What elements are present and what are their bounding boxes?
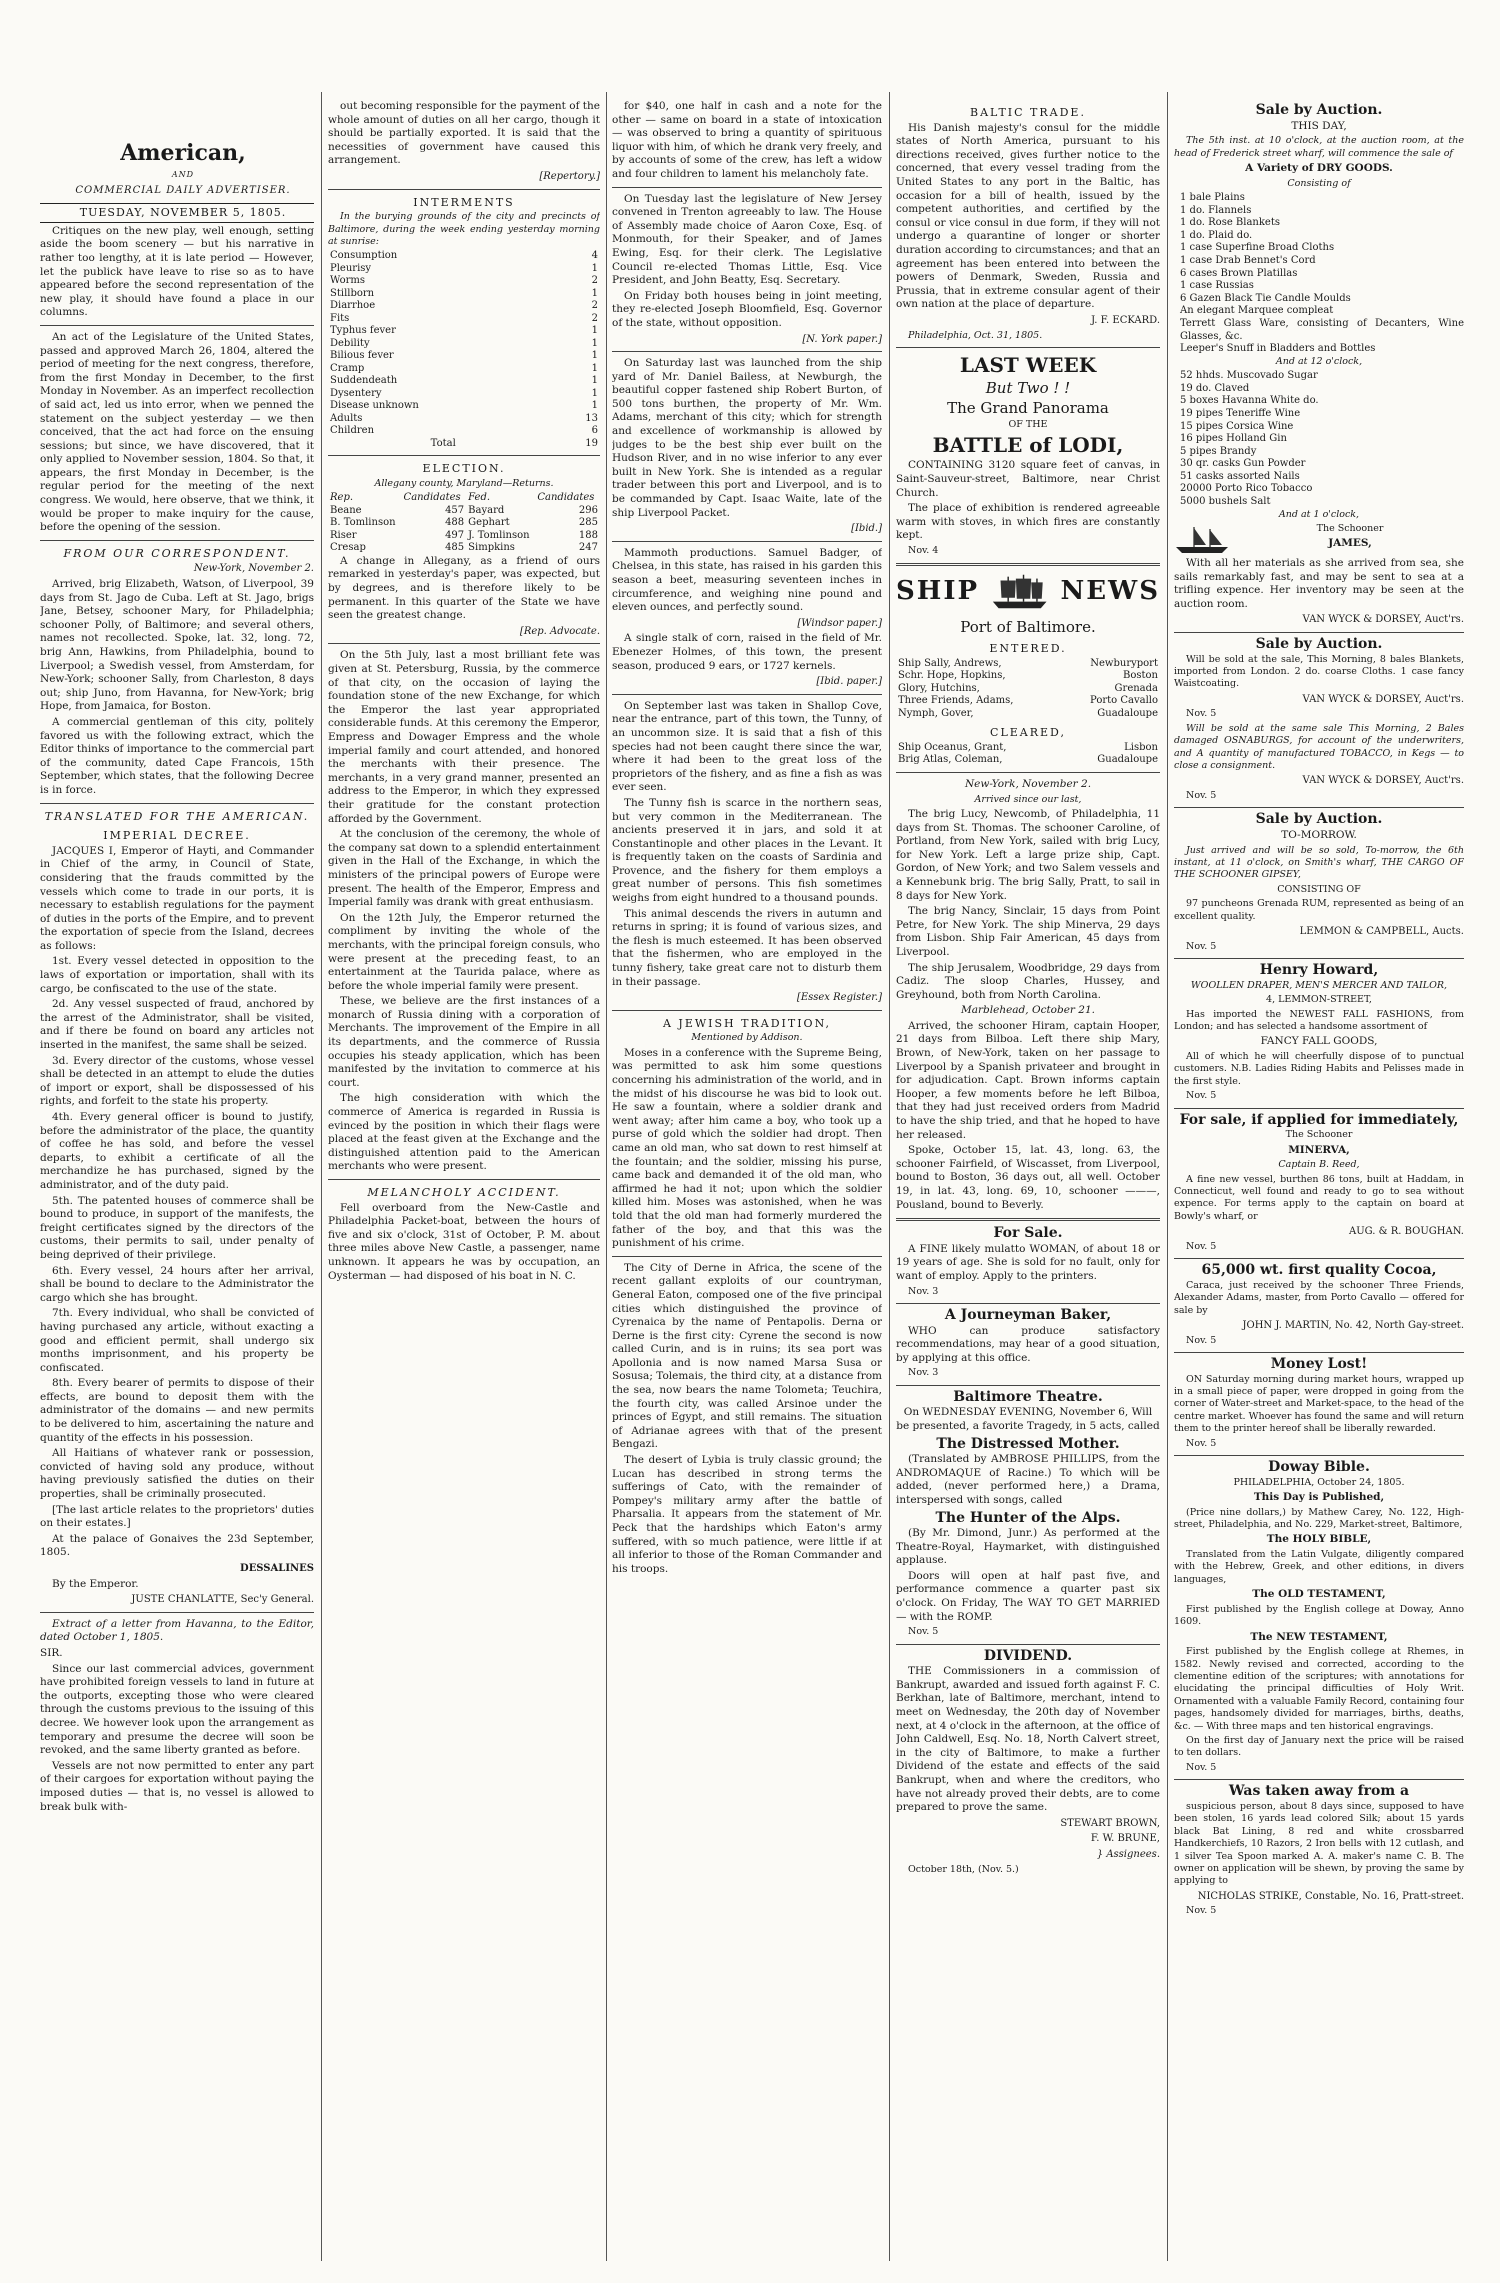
- ad-headline: Sale by Auction.: [1255, 811, 1383, 828]
- ad-text: Has imported the NEWEST FALL FASHIONS, from London; and has selected a handsome assortment of: [1174, 1008, 1464, 1032]
- table-row: Children 6: [330, 425, 598, 437]
- divider: [1174, 1352, 1464, 1353]
- divider: [612, 1256, 882, 1257]
- article-paragraph: Moses in a conference with the Supreme Being, was permitted to ask him some questions concerning his administration of the world, and in the midst of his discourse he was bid to look out. He saw a fountain, where a soldier drank and went away; after him came a boy, who took up a purse of gold which the soldier had dropt. Then came an old man, who sat down to rest himself at the fountain; and the soldier, missing his purse, came back and demanded it of the old man, who affirmed he had it not; upon which the soldier killed him. Moses was astonished, when he was told that the old man had formerly murdered the father of the boy, and that this was the punishment of his crime.: [612, 1046, 882, 1250]
- section-heading: Extract of a letter from Havanna, to the Editor, dated October 1, 1805.: [40, 1617, 314, 1644]
- column-1: [40, 140, 314, 2255]
- ad-date: Nov. 5: [1186, 1905, 1217, 1917]
- column-3: [612, 100, 882, 2255]
- vessel-name: MINERVA,: [1288, 1143, 1350, 1156]
- section-heading: BALTIC TRADE.: [970, 106, 1086, 119]
- article-paragraph: On the 5th July, last a most brilliant fete was given at St. Petersburg, Russia, by the commerce of that city, on the occasion of laying the foundation stone of the new Exchange, for which the Emperor the last year appropriated considerable funds. At this ceremony the Emperor, Empress and Dowager Empress and the whole imperial family and court attended, and honored the merchants with their presence. The merchants, in a very grand manner, presented an address to the Emperor, in which they expressed their gratitude for the constant protection afforded by the Government.: [328, 649, 600, 825]
- decree-by: By the Emperor.: [52, 1577, 139, 1590]
- signature: } Assignees.: [1096, 1848, 1160, 1860]
- ad-date: Nov. 5: [908, 1626, 939, 1638]
- source-credit: [Essex Register.]: [796, 992, 882, 1004]
- section-heading: IMPERIAL DECREE.: [103, 829, 251, 843]
- divider: [40, 803, 314, 804]
- signature: STEWART BROWN,: [1060, 1817, 1160, 1829]
- article-paragraph: The brig Lucy, Newcomb, of Philadelphia, 11 days from St. Thomas. The schooner Caroline, of Portland, from New York, sailed with brig Lucy, for New York. Left a large prize ship, Capt. Gordon, of New York; and two Salem vessels and a Kennebunk brig. The brig Sally, Pratt, to sail in 8 days for New York.: [896, 807, 1160, 902]
- table-row: Disease unknown 1: [330, 400, 598, 412]
- ad-text: CONTAINING 3120 square feet of canvas, in Saint-Sauveur-street, Baltimore, near Christ Church.: [896, 459, 1160, 499]
- section-heading: TRANSLATED FOR THE AMERICAN.: [44, 809, 310, 823]
- masthead-title: American,: [120, 140, 246, 166]
- section-heading: CLEARED,: [990, 726, 1066, 740]
- article-paragraph: His Danish majesty's consul for the middle states of North America, pursuant to his directions received, gives further notice to the concerned, that every vessel trading from the United States to any port in the Baltic, has occasion for a bill of health, issued by the competent authorities, and certified by the consul or vice consul in due form, if they will not undergo a quarantine of longer or shorter duration according to circumstances; and that an agreement has been entered into between the powers of Denmark, Sweden, Russia and Prussia, that in extreme consular agent of their own nation at the place of departure.: [896, 121, 1160, 311]
- article-paragraph: The high consideration with which the commerce of America is regarded in Russia is evinced by the position in which their flags were placed at the feast given at the Exchange and the distinguished attention paid to the American merchants who were present.: [328, 1092, 600, 1173]
- table-row: Ship Sally, Andrews, Newburyport: [898, 657, 1158, 669]
- ad-subheadline: A Variety of DRY GOODS.: [1245, 162, 1393, 174]
- table-row: Cramp 1: [330, 362, 598, 374]
- decree-article: 7th. Every individual, who shall be convicted of having purchased any article, without exacting a good and efficient permit, shall undergo six months imprisonment, and his property be confiscated.: [40, 1307, 314, 1374]
- list-item: 16 pipes Holland Gin: [1180, 433, 1287, 445]
- ad-date: Nov. 5: [1186, 708, 1217, 720]
- ad-date: Nov. 3: [908, 1285, 939, 1297]
- auction-item-list: [1174, 370, 1464, 509]
- ad-date: Nov. 4: [908, 544, 939, 556]
- ad-headline: A Journeyman Baker,: [944, 1306, 1112, 1323]
- list-item: Leeper's Snuff in Bladders and Bottles: [1180, 343, 1376, 355]
- list-item: 1 do. Flannels: [1180, 204, 1252, 216]
- masthead-date: TUESDAY, NOVEMBER 5, 1805.: [40, 203, 314, 223]
- ad-subheadline: WOOLLEN DRAPER, MEN'S MERCER AND TAILOR,: [1190, 979, 1448, 991]
- ad-headline: DIVIDEND.: [983, 1647, 1073, 1664]
- list-item: 15 pipes Corsica Wine: [1180, 420, 1294, 432]
- divider: [328, 1179, 600, 1180]
- ship-news-banner: [896, 572, 1160, 612]
- signature: VAN WYCK & DORSEY, Auct'rs.: [1302, 775, 1464, 787]
- ad-date: Nov. 3: [908, 1367, 939, 1379]
- divider: [328, 643, 600, 644]
- article-paragraph: At the conclusion of the ceremony, the whole of the company sat down to a splendid entertainment given in the Hall of the Exchange, in which the ministers of the principal powers of Europe were present. The health of the Emperor, Empress and Imperial family was drank with great enthusiasm.: [328, 828, 600, 909]
- table-row: Ship Oceanus, Grant, Lisbon: [898, 741, 1158, 753]
- ad-headline: Was taken away from a: [1228, 1783, 1410, 1800]
- table-row: Typhus fever 1: [330, 325, 598, 337]
- table-row: Bilious fever 1: [330, 350, 598, 362]
- table-row: Dysentery 1: [330, 387, 598, 399]
- divider: [896, 772, 1160, 773]
- table-row: Total 19: [430, 437, 598, 449]
- divider: [1174, 632, 1464, 633]
- ad-date: Nov. 5: [1186, 940, 1217, 952]
- news-word: NEWS: [1060, 576, 1160, 607]
- article-paragraph: Critiques on the new play, well enough, setting aside the boom scenery — but his narrative in rather too lengthy, at it is late period — However, let the publick have leave to rise so as to have appeared before the second representation of the new play, it should have found a place in our columns.: [40, 224, 314, 319]
- ship-news-port: Port of Baltimore.: [960, 618, 1096, 637]
- article-paragraph: A single stalk of corn, raised in the field of Mr. Ebenezer Holmes, of this town, the present season, produced 9 ears, or 1727 kernels.: [612, 632, 882, 672]
- dateline: Marblehead, October 21.: [961, 1004, 1095, 1017]
- article-paragraph: Fell overboard from the New-Castle and Philadelphia Packet-boat, between the hours of five and six o'clock, 31st of October, P. M. about three miles above New Castle, a passenger, name unknown. It appears he was by occupation, an Oysterman — had disposed of his boat in N. C.: [328, 1201, 600, 1282]
- signature: LEMMON & CAMPBELL, Aucts.: [1299, 926, 1464, 938]
- ad-headline: Doway Bible.: [1268, 1459, 1370, 1475]
- salutation: SIR.: [40, 1646, 63, 1659]
- table-row: Debility 1: [330, 337, 598, 349]
- ad-subheadline: FANCY FALL GOODS,: [1260, 1035, 1378, 1048]
- list-item: 30 qr. casks Gun Powder: [1180, 458, 1306, 470]
- article-paragraph: Mammoth productions. Samuel Badger, of Chelsea, in this state, has raised in his garden this season a beet, measuring seventeen inches in circumference, and weighing nine pound and eleven ounces, and perfectly sound.: [612, 546, 882, 614]
- divider: [40, 540, 314, 541]
- table-row: Cresap 485 Simpkins 247: [330, 542, 598, 554]
- list-item: 1 do. Plaid do.: [1180, 229, 1253, 241]
- column-rule: [321, 92, 322, 2261]
- decree-article: 1st. Every vessel detected in opposition to the laws of exportation or importation, shall with its cargo, be confiscated to the use of the state.: [40, 955, 314, 995]
- ad-text: Will be sold at the same sale This Morning, 2 Bales damaged OSNABURGS, for account of the underwriters, and A quantity of manufactured TOBACCO, in Kegs — to close a consignment.: [1174, 722, 1464, 772]
- divider: [612, 187, 882, 188]
- column-4: [896, 100, 1160, 2255]
- table-row: Worms 2: [330, 275, 598, 287]
- ad-date: October 18th, (Nov. 5.): [908, 1863, 1019, 1875]
- table-row: Glory, Hutchins, Grenada: [898, 682, 1158, 694]
- divider: [896, 347, 1160, 348]
- list-item: 19 do. Claved: [1180, 382, 1250, 394]
- divider: [328, 455, 600, 456]
- dateline: New-York, November 2.: [964, 777, 1092, 790]
- article-paragraph: On the 12th July, the Emperor returned the compliment by inviting the whole of the merchants, with the principal foreign consuls, who were present at the preceding feast, to an entertainment at the Taurida palace, where as before the whole imperial family were present.: [328, 911, 600, 992]
- table-row: Pleurisy 1: [330, 262, 598, 274]
- article-paragraph: A commercial gentleman of this city, politely favored us with the following extract, which the Editor thinks of importance to the commercial part of the community, dated Cape Francois, 15th September, which states, that the following Decree is in force.: [40, 715, 314, 796]
- article-paragraph: On Friday both houses being in joint meeting, they re-elected Joseph Bloomfield, Esq. Governor of the state, without opposition.: [612, 289, 882, 329]
- ad-text: Doors will open at half past five, and performance commence a quarter past six o'clock. On Friday, The WAY TO GET MARRIED — with the ROMP.: [896, 1569, 1160, 1623]
- article-paragraph: The Tunny fish is scarce in the northern seas, but very common in the Mediterranean. The ancients preserved it in jars, and sold it at Constantinople and other places in the Levant. It is frequently taken on the coasts of Sardinia and Provence, and the fishery for them employs a great number of persons. This fish sometimes weighs from eight hundred to a thousand pounds.: [612, 796, 882, 905]
- divider: [328, 189, 600, 190]
- article-paragraph: This animal descends the rivers in autumn and returns in spring; it is found of various sizes, and the flesh is much esteemed. It has been observed that the fishermen, who are employed in the tunny fishery, take great care not to disturb them in their passage.: [612, 907, 882, 988]
- ad-text: The 5th inst. at 10 o'clock, at the auction room, at the head of Frederick street wharf, will commence the sale of: [1174, 135, 1464, 159]
- divider: [896, 1303, 1160, 1304]
- article-paragraph: An act of the Legislature of the United States, passed and approved March 26, 1804, altered the period of meeting for the next congress, therefore, from the first Monday in December, to the first Monday in November. As an imperfect recollection of said act, led us into error, when we penned the statement on the subject yesterday — we then conceived, that the act had force on the ensuing sessions; but since, we have discovered, that it only applied to November session, 1804. So that, it appears, the first Monday in December, is the regular period for the meeting of the next congress. We would, here observe, that we think, it would be proper to make inquiry for the cause, before the opening of the session.: [40, 330, 314, 534]
- divider: [896, 1644, 1160, 1645]
- list-item: 5 boxes Havanna White do.: [1180, 395, 1319, 407]
- table-row: Fits 2: [330, 312, 598, 324]
- ad-text: A FINE likely mulatto WOMAN, of about 18 or 19 years of age. She is sold for no fault, only for want of employ. Apply to the printers.: [896, 1242, 1160, 1282]
- section-heading: INTERMENTS: [413, 195, 515, 209]
- article-paragraph: On September last was taken in Shallop Cove, near the entrance, part of this town, the Tunny, of an uncommon size. It is said that a fish of this species had not been caught there since the war, where it had been to the great loss of the proprietors of the fishery, and as fine a fish as was ever seen.: [612, 699, 882, 794]
- article-paragraph: The desert of Lybia is truly classic ground; the Lucan has described in strong terms the sufferings of Cato, with the remainder of Pompey's military army after the battle of Pharsalia. It appears from the statement of Mr. Peck that the hardships which Eaton's army suffered, with so much patience, were little if at all inferior to those of the Roman Commander and his troops.: [612, 1454, 882, 1575]
- ad-text: The Schooner: [1285, 1129, 1353, 1141]
- list-item: 51 casks assorted Nails: [1180, 470, 1300, 482]
- ad-subheadline: THIS DAY,: [1291, 119, 1347, 132]
- ad-text: (Translated by AMBROSE PHILLIPS, from the ANDROMAQUE of Racine.) To which will be added, (never performed here,) a Drama, interspersed with songs, called: [896, 1453, 1160, 1506]
- section-heading: FROM OUR CORRESPONDENT.: [63, 546, 291, 560]
- ad-subheadline: TO-MORROW.: [1281, 829, 1357, 842]
- section-heading: ELECTION.: [422, 462, 506, 476]
- ad-date: Nov. 5: [1186, 1334, 1217, 1346]
- source-credit: [Rep. Advocate.: [519, 625, 600, 637]
- ad-text: THE Commissioners in a commission of Bankrupt, awarded and issued forth against F. C. Berkhan, late of Baltimore, merchant, intend to meet on Wednesday, the 20th day of November next, at 4 o'clock in the afternoon, at the office of John Caldwell, Esq. No. 18, North Calvert street, in the city of Baltimore, to make a further Dividend of the estate and effects of the said Bankrupt, when and where the creditors, who have not already proved their debts, are to come prepared to prove the same.: [896, 1665, 1160, 1814]
- table-row: Stillborn 1: [330, 287, 598, 299]
- article-paragraph: Arrived, brig Elizabeth, Watson, of Liverpool, 39 days from St. Jago de Cuba. Left at St. Jago, brigs Jane, Betsey, schooner Mary, for Philadelphia; schooner Polly, of Baltimore; and several others, names not recollected. Spoke, lat. 32, long. 72, brig Ann, Hawkins, from Philadelphia, bound to Liverpool; a Swedish vessel, from Amsterdam, for New-York; schooner Sally, from Charleston, 8 days out; ship Juno, from Havanna, for New-York; brig Hope, from Jamaica, for Boston.: [40, 578, 314, 713]
- table-header-row: Rep. Candidates Fed. Candidates: [330, 492, 595, 504]
- ad-text: Will be sold at the sale, This Morning, 8 bales Blankets, imported from London. 2 do. coarse Cloths. 1 case fancy Waistcoating.: [1174, 653, 1464, 690]
- masthead-subtitle: COMMERCIAL DAILY ADVERTISER.: [75, 184, 291, 196]
- decree-note: [The last article relates to the proprietors' duties on their estates.]: [40, 1503, 314, 1530]
- ad-text: 4, LEMMON-STREET,: [1266, 994, 1372, 1006]
- ad-text: ON Saturday morning during market hours, wrapped up in a small piece of paper, were dropped in going from the corner of Water-street and Market-space, to the head of the centre market. Whoever has found the same and will return them to the printer hereof shall be liberally rewarded.: [1174, 1373, 1464, 1435]
- masthead-and: AND: [171, 170, 195, 179]
- ad-text: suspicious person, about 8 days since, supposed to have been stolen, 16 yards lead colored Silk; about 15 yards black Bat Lining, 8 red and white crossbarred Handkerchiefs, 10 Razors, 2 Iron bells with 12 cutlash, and 1 silver Tea Spoon marked A. A. maker's name C. B. The owner on application will be shewn, by proving the same by applying to: [1174, 1800, 1464, 1887]
- cleared-table: [896, 742, 1160, 767]
- table-row: Schr. Hope, Hopkins, Boston: [898, 670, 1158, 682]
- column-rule: [606, 92, 607, 2261]
- signature: VAN WYCK & DORSEY, Auct'rs.: [1302, 614, 1464, 626]
- signature: JOHN J. MARTIN, No. 42, North Gay-street.: [1242, 1319, 1464, 1331]
- divider: [896, 1385, 1160, 1386]
- ad-text: Translated from the Latin Vulgate, diligently compared with the Hebrew, Greek, and other editions, in divers languages,: [1174, 1549, 1464, 1585]
- ad-subheadline: The OLD TESTAMENT,: [1252, 1588, 1386, 1601]
- ad-text: All of which he will cheerfully dispose of to punctual customers. N.B. Ladies Riding Habits and Pelisses made in the first style.: [1174, 1050, 1464, 1087]
- decree-article: 4th. Every general officer is bound to justify, before the administrator of the place, the quantity of coffee he has sold, and before the vessel departs, to exhibit a certificate of all the merchandize he has purchased, signed by the administrator, and of the duty paid.: [40, 1111, 314, 1191]
- signature: VAN WYCK & DORSEY, Auct'rs.: [1302, 693, 1464, 705]
- source-credit: [Repertory.]: [539, 170, 600, 182]
- ship-word: SHIP: [896, 576, 980, 607]
- table-row: Beane 457 Bayard 296: [330, 504, 598, 516]
- divider: [1174, 1108, 1464, 1109]
- divider: [612, 351, 882, 352]
- ad-text: 97 puncheons Grenada RUM, represented as being of an excellent quality.: [1174, 898, 1464, 922]
- article-paragraph: The City of Derne in Africa, the scene of the recent gallant exploits of our countryman, General Eaton, composed one of the five principal cities which distinguished the province of Cyrenaica by the name of Pentapolis. Derna or Derne is the first city: Cyrene the second is now called Curin, and is in ruins; its sea port was Apollonia and is now named Marsa Susa or Sosusa; Tolemais, the third city, at a distance from the sea, now bears the name Tolometa; Teuchira, the fourth city, was called Arsinoe under the princes of Egypt, and still remains. The situation of Adrianae agrees with that of the present Bengazi.: [612, 1261, 882, 1451]
- divider: [896, 563, 1160, 566]
- section-subheading: Mentioned by Addison.: [691, 1032, 803, 1044]
- signature: NICHOLAS STRIKE, Constable, No. 16, Pratt-street.: [1197, 1890, 1464, 1902]
- article-paragraph: On Tuesday last the legislature of New Jersey convened in Trenton agreeably to law. The House of Assembly made choice of Aaron Coxe, Esq. of Monmouth, for their Speaker, and of James Ewing, Esq. for their clerk. The Legislative Council re-elected Thomas Little, Esq. Vice President, and John Beatty, Esq. Secretary.: [612, 192, 882, 287]
- divider: [1174, 1455, 1464, 1456]
- section-subheading: Arrived since our last,: [974, 793, 1082, 805]
- ad-headline: Baltimore Theatre.: [953, 1388, 1103, 1405]
- ad-headline: For sale, if applied for immediately,: [1179, 1111, 1459, 1128]
- decree-article: 2d. Any vessel suspected of fraud, anchored by the arrest of the Administrator, shall be visited, and if there be found on board any articles not inserted in the manifest, the same shall be seized.: [40, 998, 314, 1052]
- ad-text: OF THE: [1008, 418, 1048, 430]
- table-row: Consumption 4: [330, 250, 598, 262]
- table-row: Brig Atlas, Coleman, Guadaloupe: [898, 754, 1158, 766]
- table-row: Suddendeath 1: [330, 375, 598, 387]
- section-heading: A JEWISH TRADITION,: [662, 1016, 831, 1030]
- decree-article: 6th. Every vessel, 24 hours after her arrival, shall be bound to declare to the Administrator the cargo which she has brought.: [40, 1264, 314, 1304]
- ad-text: And at 12 o'clock,: [1275, 355, 1363, 367]
- ad-text: Captain B. Reed,: [1278, 1159, 1360, 1171]
- dateline: New-York, November 2.: [193, 563, 314, 575]
- list-item: 1 case Drab Bennet's Cord: [1180, 254, 1316, 266]
- ad-text: Consisting of: [1287, 177, 1351, 189]
- dateline: Philadelphia, Oct. 31, 1805.: [908, 329, 1043, 341]
- list-item: 1 bale Plains: [1180, 192, 1245, 203]
- source-credit: [Ibid. paper.]: [816, 676, 882, 688]
- source-credit: [Ibid.]: [851, 523, 882, 535]
- ad-subheadline: The HOLY BIBLE,: [1266, 1533, 1372, 1546]
- column-rule: [889, 92, 890, 2261]
- decree-article: 8th. Every bearer of permits to dispose of their effects, are bound to deposit them with the administrator of the domains — and new permits to be delivered to him, ascertaining the nature and quantity of the effects in his possession.: [40, 1377, 314, 1444]
- ad-subheadline: But Two ! !: [985, 378, 1071, 397]
- list-item: 52 hhds. Muscovado Sugar: [1180, 370, 1318, 382]
- ad-headline: Money Lost!: [1270, 1355, 1368, 1372]
- ad-text: (Price nine dollars,) by Mathew Carey, No. 122, High-street, Philadelphia, and No. 229, Market-street, Baltimore,: [1174, 1506, 1464, 1530]
- ad-text: CONSISTING OF: [1277, 883, 1361, 895]
- divider: [612, 541, 882, 542]
- dateline: PHILADELPHIA, October 24, 1805.: [1233, 1476, 1405, 1488]
- election-subtitle: Allegany county, Maryland—Returns.: [374, 477, 554, 489]
- ad-text: On WEDNESDAY EVENING, November 6, Will be presented, a favorite Tragedy, in 5 acts, called: [896, 1406, 1160, 1432]
- section-heading: MELANCHOLY ACCIDENT.: [367, 1186, 561, 1199]
- auction-item-list: [1174, 192, 1464, 356]
- article-paragraph: The brig Nancy, Sinclair, 15 days from Point Petre, for New York. The ship Minerva, 29 days from Lisbon. Ship Fair American, 45 days from Liverpool.: [896, 905, 1160, 958]
- ad-text: First published by the English college at Doway, Anno 1609.: [1174, 1603, 1464, 1628]
- list-item: 5 pipes Brandy: [1180, 445, 1257, 457]
- divider: [896, 1218, 1160, 1221]
- divider: [1174, 1258, 1464, 1259]
- signature: J. F. ECKARD.: [1091, 314, 1160, 326]
- ad-date: Nov. 5: [1186, 1090, 1217, 1102]
- divider: [40, 1612, 314, 1613]
- ad-date: Nov. 5: [1186, 1437, 1217, 1449]
- divider: [1174, 958, 1464, 959]
- sailing-ship-icon: [989, 572, 1050, 612]
- divider: [1174, 807, 1464, 808]
- article-paragraph: The ship Jerusalem, Woodbridge, 29 days from Cadiz. The sloop Charles, Hussey, and Greyhound, both from North Carolina.: [896, 961, 1160, 1001]
- signature: JUSTE CHANLATTE, Sec'y General.: [131, 1594, 314, 1606]
- ad-headline: BATTLE of LODI,: [932, 433, 1124, 458]
- ad-headline: LAST WEEK: [959, 352, 1097, 377]
- article-paragraph: for $40, one half in cash and a note for the other — same on board in a state of intoxication — was observed to bring a quantity of spirituous liquor with him, of which he drank very freely, and by accounts of some of the crew, has left a widow and four children to lament his melancholy fate.: [612, 100, 882, 180]
- list-item: 1 do. Rose Blankets: [1180, 217, 1280, 229]
- divider: [40, 325, 314, 326]
- divider: [1174, 1779, 1464, 1780]
- ad-text: Just arrived and will be so sold, To-morrow, the 6th instant, at 11 o'clock, on Smith's wharf, THE CARGO OF THE SCHOONER GIPSEY,: [1174, 844, 1464, 881]
- ad-text: (By Mr. Dimond, Junr.) As performed at the Theatre-Royal, Haymarket, with distinguished applause.: [896, 1527, 1160, 1567]
- ad-headline: 65,000 wt. first quality Cocoa,: [1201, 1262, 1437, 1279]
- list-item: Terrett Glass Ware, consisting of Decanters, Wine Glasses, &c.: [1180, 317, 1464, 342]
- ad-text: And at 1 o'clock,: [1278, 508, 1360, 520]
- list-item: 1 case Russias: [1180, 280, 1254, 292]
- ad-subheadline: The Grand Panorama: [947, 398, 1109, 417]
- ad-text: WHO can produce satisfactory recommendations, may hear of a good situation, by applying at this office.: [896, 1324, 1160, 1364]
- list-item: 20000 Porto Rico Tobacco: [1180, 483, 1313, 495]
- article-paragraph: out becoming responsible for the payment of the whole amount of duties on all her cargo, though it should be partially exported. It is said that the necessities of government have caused this arrangement.: [328, 100, 600, 167]
- interments-intro: In the burying grounds of the city and precincts of Baltimore, during the week ending yesterday morning at sunrise:: [328, 211, 600, 247]
- ad-headline: For Sale.: [993, 1225, 1063, 1242]
- list-item: 19 pipes Teneriffe Wine: [1180, 407, 1301, 419]
- table-row: Diarrhoe 2: [330, 300, 598, 312]
- play-title: The Hunter of the Alps.: [935, 1509, 1121, 1526]
- divider: [612, 1010, 882, 1011]
- ad-subheadline: This Day is Published,: [1253, 1491, 1385, 1503]
- article-paragraph: Since our last commercial advices, government have prohibited foreign vessels to land in future at the outports, excepting those who were cleared through the customs previous to the issuing of this decree. We however look upon the arrangement as temporary and presume the decree will soon be revoked, and the same liberty granted as before.: [40, 1662, 314, 1757]
- source-credit: [N. York paper.]: [802, 333, 882, 345]
- ad-headline: Henry Howard,: [1259, 962, 1379, 979]
- signature: AUG. & R. BOUGHAN.: [1349, 1226, 1464, 1238]
- ad-text: With all her materials as she arrived from sea, she sails remarkably fast, and may be sent to sea at a trifling expence. Her inventory may be seen at the auction room.: [1174, 557, 1464, 610]
- vessel-name: JAMES,: [1328, 537, 1372, 550]
- article-paragraph: Spoke, October 15, lat. 43, long. 63, the schooner Fairfield, of Wiscasset, from Liverpool, bound to Boston, 36 days out, all well. October 19, in lat. 43, long. 69, 10, schooner ———, Pousland, bound to Beverly.: [896, 1144, 1160, 1211]
- article-paragraph: These, we believe are the first instances of a monarch of Russia dining with a corporation of Merchants. The improvement of the Empire in all its departments, and the commerce of Russia occupies his steady application, which has been manifested by the invitation to commerce at his court.: [328, 995, 600, 1089]
- signature: DESSALINES: [240, 1563, 314, 1574]
- table-row: Nymph, Gover, Guadaloupe: [898, 707, 1158, 719]
- signature: F. W. BRUNE,: [1090, 1833, 1160, 1845]
- list-item: 1 case Superfine Broad Cloths: [1180, 242, 1335, 254]
- interments-table: [328, 250, 600, 450]
- article-paragraph: Vessels are not now permitted to enter any part of their cargoes for exportation without paying the imposed duties — that is, no vessel is allowed to break bulk with-: [40, 1759, 314, 1813]
- article-paragraph: On Saturday last was launched from the ship yard of Mr. Daniel Bailess, at Newburgh, the beautiful copper fastened ship Robert Burton, of 500 tons burthen, the property of Mr. Wm. Adams, merchant of this city; which for strength and excellence of workmanship is allowed by judges to be the best ship ever built on the Hudson River, and in no wise inferior to any ever built in New York. She is intended as a regular trader between this port and Liverpool, and is to be commanded by Capt. Isaac Waite, late of the ship Liverpool Packet.: [612, 357, 882, 519]
- decree-article: 3d. Every director of the customs, whose vessel shall be detected in an attempt to elude the duties of import or export, shall be dispossessed of his rights, and forfeit to the state his property.: [40, 1054, 314, 1108]
- divider: [612, 694, 882, 695]
- table-row: B. Tomlinson 488 Gephart 285: [330, 517, 598, 529]
- ad-date: Nov. 5: [1186, 1240, 1217, 1252]
- list-item: 5000 bushels Salt: [1180, 496, 1271, 508]
- table-row: Three Friends, Adams, Porto Cavallo: [898, 695, 1158, 707]
- decree-article: All Haitians of whatever rank or possession, convicted of having sold any produce, without having previously satisfied the duties on their properties, shall be criminally prosecuted.: [40, 1447, 314, 1501]
- decree-given: At the palace of Gonaives the 23d September, 1805.: [40, 1532, 314, 1559]
- play-title: The Distressed Mother.: [936, 1435, 1120, 1452]
- column-2: [328, 100, 600, 2255]
- entered-table: [896, 658, 1160, 721]
- ad-subheadline: The NEW TESTAMENT,: [1250, 1630, 1388, 1643]
- column-rule: [1167, 92, 1168, 2261]
- election-table: [328, 492, 600, 555]
- article-paragraph: JACQUES I, Emperor of Hayti, and Commander in Chief of the army, in Council of State, considering that the frauds committed by the vessels which come to trade in our ports, it is necessary to establish regulations for the payment of duties in the ports of the Empire, and to prevent the exportation of specie from the Island, decrees as follows:: [40, 844, 314, 952]
- table-row: Adults 13: [330, 412, 598, 424]
- ad-text: A fine new vessel, burthen 86 tons, built at Haddam, in Connecticut, well found and ready to go to sea without expence. For terms apply to the captain on board at Bowly's wharf, or: [1174, 1173, 1464, 1222]
- list-item: An elegant Marquee compleat: [1180, 305, 1334, 317]
- ad-headline: Sale by Auction.: [1255, 636, 1383, 653]
- article-paragraph: A change in Allegany, as a friend of ours remarked in yesterday's paper, was expected, but by degrees, and is therefore likely to be permanent. In this quarter of the State we have seen the greatest change.: [328, 554, 600, 622]
- ad-text: First published by the English college at Rhemes, in 1582. Newly revised and corrected, according to the clementine edition of the scriptures; with annotations for elucidating the principal difficulties of Holy Writ. Ornamented with a valuable Family Record, containing four pages, handsomely divided for marriages, births, deaths, &c. — With three maps and ten historical engravings.: [1174, 1646, 1464, 1732]
- ad-text: Caraca, just received by the schooner Three Friends, Alexander Adams, master, from Porto Cavallo — offered for sale by: [1174, 1279, 1464, 1316]
- list-item: 6 Gazen Black Tie Candle Moulds: [1180, 292, 1351, 304]
- schooner-icon: [1174, 525, 1230, 555]
- ad-text: The place of exhibition is rendered agreeable warm with stoves, in which fires are constantly kept.: [896, 502, 1160, 542]
- list-item: 6 cases Brown Platillas: [1180, 267, 1298, 279]
- article-paragraph: Arrived, the schooner Hiram, captain Hooper, 21 days from Bilboa. Left there ship Mary, Brown, of New-York, taken on her passage to Liverpool by a Spanish privateer and brought in for adjudication. Capt. Brown informs captain Hooper, a few moments before he left Bilboa, that they had just received orders from Madrid to have the ship tried, and that he hoped to have her released.: [896, 1019, 1160, 1141]
- source-credit: [Windsor paper.]: [797, 617, 882, 629]
- ad-text: The Schooner: [1316, 523, 1384, 535]
- ad-headline: Sale by Auction.: [1255, 102, 1383, 118]
- table-row: Riser 497 J. Tomlinson 188: [330, 529, 598, 541]
- section-heading: ENTERED.: [989, 642, 1067, 656]
- ad-text: On the first day of January next the price will be raised to ten dollars.: [1174, 1735, 1464, 1759]
- column-5: [1174, 100, 1464, 2255]
- ad-date: Nov. 5: [1186, 790, 1217, 802]
- ad-date: Nov. 5: [1186, 1761, 1217, 1773]
- decree-article: 5th. The patented houses of commerce shall be bound to produce, in support of the manifests, the freight certificates signed by the directors of the customs, their permits to sail, under penalty of being deprived of their privilege.: [40, 1194, 314, 1261]
